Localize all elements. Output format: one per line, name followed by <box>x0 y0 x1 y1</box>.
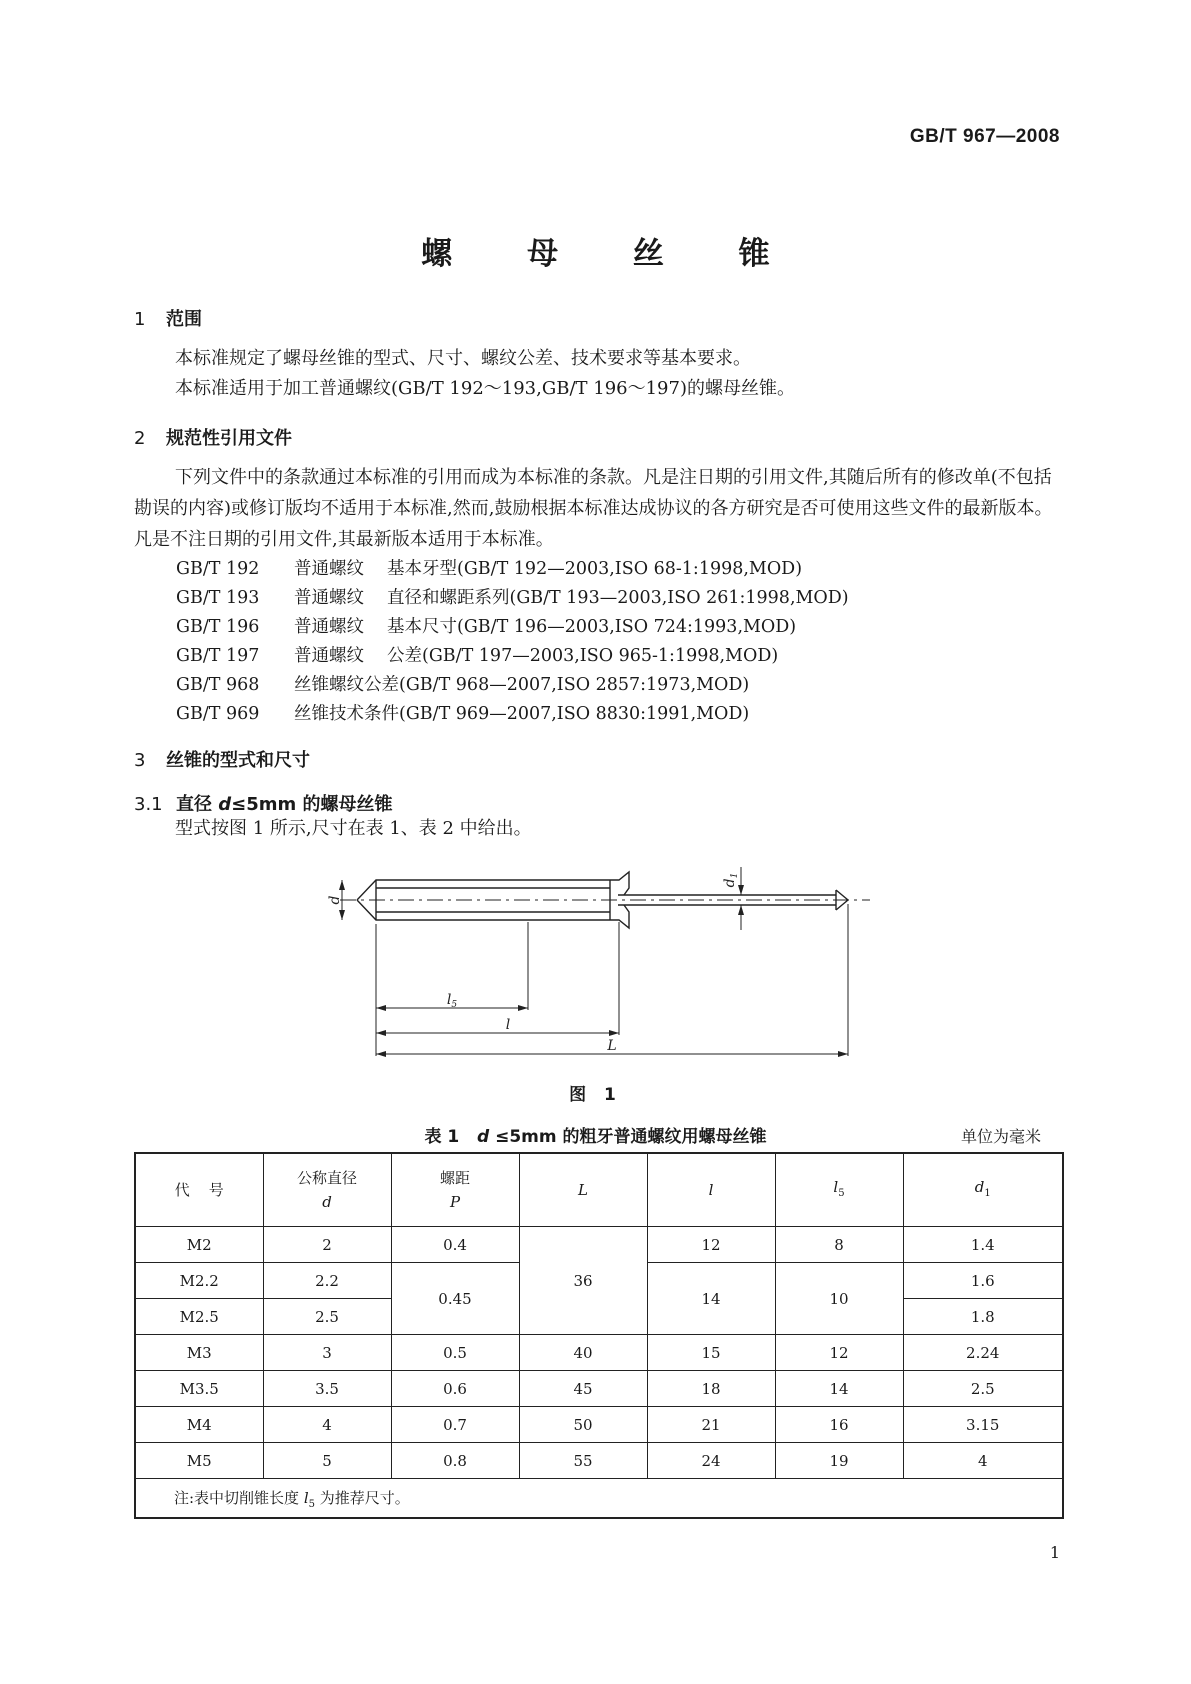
reference-name: 普通螺纹 <box>294 588 364 608</box>
table-row <box>135 1371 1063 1407</box>
cell-d1: 1.4 <box>903 1227 1063 1263</box>
arrow-icon <box>376 1030 386 1036</box>
section-title: 规范性引用文件 <box>166 428 292 449</box>
reference-line <box>176 555 802 580</box>
cell-d: 4 <box>263 1407 391 1443</box>
section-2-heading <box>134 424 292 450</box>
cell-l5: 8 <box>775 1227 903 1263</box>
reference-code: GB/T 196 <box>176 617 260 637</box>
header-l5-main: l <box>833 1177 839 1196</box>
cell-code: M2 <box>135 1227 263 1263</box>
label-L: L <box>607 1038 617 1054</box>
cell-d1: 1.8 <box>903 1299 1063 1335</box>
arrow-icon <box>838 1051 848 1057</box>
reference-line <box>176 642 778 667</box>
table-caption-pre: 表 1 <box>424 1127 477 1147</box>
reference-desc: 基本尺寸(GB/T 196—2003,ISO 724:1993,MOD) <box>387 617 797 637</box>
header-l5 <box>775 1153 903 1227</box>
dimension-labels <box>327 873 740 1054</box>
cell-d: 5 <box>263 1443 391 1479</box>
label-d1-sub: 1 <box>730 872 740 879</box>
reference-desc: 公差(GB/T 197—2003,ISO 965-1:1998,MOD) <box>387 646 779 666</box>
cell-l5: 12 <box>775 1335 903 1371</box>
cell-d: 3.5 <box>263 1371 391 1407</box>
header-L: L <box>519 1153 647 1227</box>
cell-L: 45 <box>519 1371 647 1407</box>
header-l: l <box>647 1153 775 1227</box>
table-row <box>135 1335 1063 1371</box>
document-title: 螺 母 丝 锥 <box>421 236 802 272</box>
header-pitch <box>391 1153 519 1227</box>
section-3-heading <box>134 746 310 772</box>
arrow-icon <box>609 1030 619 1036</box>
section-title: 丝锥的型式和尺寸 <box>166 750 310 771</box>
reference-desc: 丝锥螺纹公差(GB/T 968—2007,ISO 2857:1973,MOD) <box>294 675 750 695</box>
cell-d: 2.5 <box>263 1299 391 1335</box>
cell-l: 12 <box>647 1227 775 1263</box>
thread-bottom-edge <box>357 900 629 928</box>
reference-line <box>176 700 749 725</box>
header-pitch-symbol: P <box>449 1193 461 1211</box>
header-l5-sub: 5 <box>838 1187 845 1199</box>
reference-name: 普通螺纹 <box>294 646 364 666</box>
reference-line <box>176 613 796 638</box>
reference-code: GB/T 969 <box>176 704 260 724</box>
cell-code: M3.5 <box>135 1371 263 1407</box>
header-nominal-diameter <box>263 1153 391 1227</box>
cell-l5: 19 <box>775 1443 903 1479</box>
shank-point <box>836 890 848 910</box>
label-d: d <box>327 895 343 905</box>
table-note-row <box>135 1479 1063 1519</box>
note-sub: 5 <box>308 1498 316 1510</box>
label-l5-main: l <box>446 992 452 1008</box>
cell-L: 50 <box>519 1407 647 1443</box>
section-title-var: d <box>218 794 232 815</box>
reference-desc: 丝锥技术条件(GB/T 969—2007,ISO 8830:1991,MOD) <box>294 704 750 724</box>
arrow-icon <box>738 885 744 895</box>
label-d1-main: d <box>722 878 738 888</box>
section-1-paragraph-1: 本标准规定了螺母丝锥的型式、尺寸、螺纹公差、技术要求等基本要求。 <box>175 348 751 369</box>
cell-l: 18 <box>647 1371 775 1407</box>
cell-l: 21 <box>647 1407 775 1443</box>
note-var: l <box>303 1488 309 1507</box>
cell-l5: 14 <box>775 1371 903 1407</box>
dimension-arrows <box>339 880 848 1057</box>
section-3-1-paragraph: 型式按图 1 所示,尺寸在表 1、表 2 中给出。 <box>175 818 532 839</box>
standard-number: GB/T 967—2008 <box>909 126 1060 147</box>
reference-line <box>176 671 749 696</box>
reference-desc: 基本牙型(GB/T 192—2003,ISO 68-1:1998,MOD) <box>387 559 803 579</box>
section-number: 2 <box>134 428 146 449</box>
reference-code: GB/T 197 <box>176 646 260 666</box>
arrow-icon <box>738 905 744 915</box>
table-caption-post: ≤5mm 的粗牙普通螺纹用螺母丝锥 <box>489 1127 767 1147</box>
arrow-icon <box>339 910 345 920</box>
cell-d1: 2.24 <box>903 1335 1063 1371</box>
arrow-icon <box>339 880 345 890</box>
header-d1 <box>903 1153 1063 1227</box>
figure-caption: 图 1 <box>569 1085 622 1105</box>
cell-d1: 2.5 <box>903 1371 1063 1407</box>
section-number: 3.1 <box>134 794 163 815</box>
cell-l: 24 <box>647 1443 775 1479</box>
cell-code: M4 <box>135 1407 263 1443</box>
arrow-icon <box>518 1005 528 1011</box>
thread-top-edge <box>357 872 629 900</box>
cell-P: 0.7 <box>391 1407 519 1443</box>
reference-code: GB/T 192 <box>176 559 260 579</box>
table-caption-var: d <box>477 1127 490 1147</box>
cell-d1: 3.15 <box>903 1407 1063 1443</box>
section-number: 3 <box>134 750 146 771</box>
table-row <box>135 1443 1063 1479</box>
cell-L: 40 <box>519 1335 647 1371</box>
cell-l: 15 <box>647 1335 775 1371</box>
cell-code: M5 <box>135 1443 263 1479</box>
header-d1-main: d <box>974 1177 985 1196</box>
cell-L: 36 <box>519 1227 647 1335</box>
section-title-post: ≤5mm 的螺母丝锥 <box>231 794 393 815</box>
reference-desc: 直径和螺距系列(GB/T 193—2003,ISO 261:1998,MOD) <box>387 588 849 608</box>
cell-L: 55 <box>519 1443 647 1479</box>
section-title-pre: 直径 <box>176 794 219 815</box>
tap-outline <box>357 872 848 928</box>
table-row <box>135 1407 1063 1443</box>
cell-P: 0.45 <box>391 1263 519 1335</box>
cell-code: M2.5 <box>135 1299 263 1335</box>
note-pre: 注:表中切削锥长度 <box>174 1488 304 1507</box>
arrow-icon <box>376 1051 386 1057</box>
cell-d: 3 <box>263 1335 391 1371</box>
table-header-row <box>135 1153 1063 1227</box>
cell-P: 0.4 <box>391 1227 519 1263</box>
cell-d: 2 <box>263 1227 391 1263</box>
reference-name: 普通螺纹 <box>294 559 364 579</box>
section-1-paragraph-2: 本标准适用于加工普通螺纹(GB/T 192～193,GB/T 196～197)的螺母丝锥。 <box>175 378 795 399</box>
cell-d1: 1.6 <box>903 1263 1063 1299</box>
cell-P: 0.6 <box>391 1371 519 1407</box>
cell-l5: 16 <box>775 1407 903 1443</box>
header-nominal-label: 公称直径 <box>296 1169 357 1187</box>
table-row <box>135 1227 1063 1263</box>
cell-P: 0.8 <box>391 1443 519 1479</box>
reference-line <box>176 584 849 609</box>
dimension-lines <box>342 867 848 1056</box>
unit-label: 单位为毫米 <box>960 1127 1041 1146</box>
cell-l: 14 <box>647 1263 775 1335</box>
reference-code: GB/T 968 <box>176 675 260 695</box>
section-2-paragraph-1: 下列文件中的条款通过本标准的引用而成为本标准的条款。凡是注日期的引用文件,其随后所有的修改单(不包括勘误的内容)或修订版均不适用于本标准,然而,鼓励根据本标准达成协议的各方研究是否可使用这些文件的最新版本。凡是不注日期的引用文件,其最新版本适用于本标准。 <box>134 467 1053 550</box>
cell-code: M2.2 <box>135 1263 263 1299</box>
cell-d: 2.2 <box>263 1263 391 1299</box>
header-pitch-label: 螺距 <box>439 1169 470 1187</box>
note-post: 为推荐尺寸。 <box>315 1488 410 1507</box>
arrow-icon <box>376 1005 386 1011</box>
cell-P: 0.5 <box>391 1335 519 1371</box>
header-code: 代 号 <box>135 1153 263 1227</box>
label-l5-sub: 5 <box>451 1000 458 1010</box>
cell-l5: 10 <box>775 1263 903 1335</box>
reference-name: 普通螺纹 <box>294 617 364 637</box>
label-l5 <box>447 992 457 1010</box>
reference-code: GB/T 193 <box>176 588 260 608</box>
header-nominal-symbol: d <box>322 1193 332 1211</box>
section-number: 1 <box>134 309 146 330</box>
cell-code: M3 <box>135 1335 263 1371</box>
label-d1 <box>722 873 740 888</box>
page-number: 1 <box>1049 1543 1060 1562</box>
label-l: l <box>505 1017 511 1033</box>
section-1-heading <box>134 305 202 331</box>
table-note <box>135 1479 1063 1519</box>
header-d1-sub: 1 <box>984 1187 991 1199</box>
cell-d1: 4 <box>903 1443 1063 1479</box>
section-title: 范围 <box>166 309 202 330</box>
spec-table <box>134 1152 1064 1519</box>
